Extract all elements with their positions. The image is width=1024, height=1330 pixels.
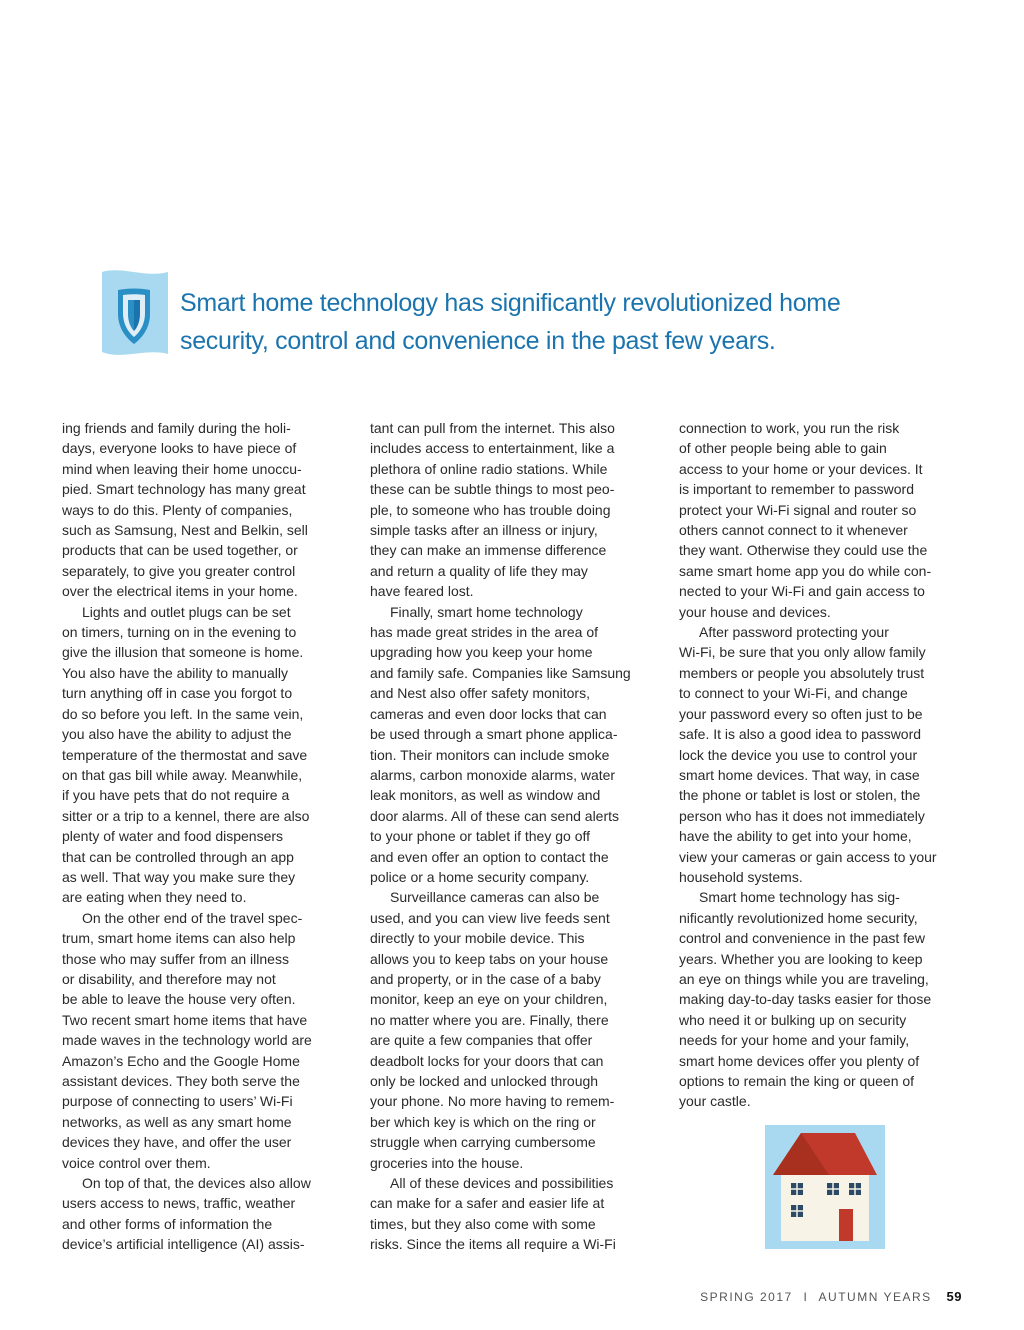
body-text-line: allows you to keep tabs on your house (370, 950, 609, 967)
body-text-line: Amazon’s Echo and the Google Home (62, 1052, 300, 1069)
body-text-line: and return a quality of life they may (370, 562, 588, 579)
house-icon (765, 1125, 885, 1249)
body-text-line: sitter or a trip to a kennel, there are also (62, 807, 310, 824)
pull-quote (180, 284, 960, 360)
body-text-line: device’s artificial intelligence (AI) assis- (62, 1236, 305, 1253)
body-text-line: directly to your mobile device. This (370, 930, 585, 947)
body-text-line: smart home devices. That way, in case (679, 766, 920, 783)
body-text-line: pied. Smart technology has many great (62, 481, 306, 498)
body-text-line: mind when leaving their home unoccu- (62, 460, 302, 477)
body-text-line: control and convenience in the past few (679, 930, 925, 947)
body-text-line: members or people you absolutely trust (679, 664, 925, 681)
body-text-line: your password every so often just to be (679, 705, 923, 722)
body-text-line: users access to news, traffic, weather (62, 1195, 296, 1212)
body-text-line: purpose of connecting to users’ Wi-Fi (62, 1093, 293, 1110)
body-text-line: making day-to-day tasks easier for those (679, 991, 932, 1008)
body-text-line: police or a home security company. (370, 868, 590, 885)
body-text-line: and Nest also offer safety monitors, (370, 685, 590, 702)
body-text-line: of other people being able to gain (679, 440, 887, 457)
body-text-line: deadbolt locks for your doors that can (370, 1052, 604, 1069)
body-text-line: made waves in the technology world are (62, 1032, 312, 1049)
shield-icon (98, 268, 170, 356)
body-text-line: are quite a few companies that offer (370, 1032, 593, 1049)
body-text-line: Two recent smart home items that have (62, 1011, 308, 1028)
body-text-line: person who has it does not immediately (679, 807, 925, 824)
article-column-2 (370, 418, 670, 1255)
body-text-line: if you have pets that do not require a (62, 787, 290, 804)
footer-separator: I (803, 1290, 809, 1304)
body-text-line: Wi-Fi, be sure that you only allow family (679, 644, 926, 661)
pull-quote-line: security, control and convenience in the past few years. (180, 327, 776, 355)
body-text-line: ing friends and family during the holi- (62, 420, 291, 436)
body-text-line: Smart home technology has sig- (699, 889, 900, 906)
body-text-line: leak monitors, as well as window and (370, 787, 601, 804)
body-text-line: struggle when carrying cumbersome (370, 1134, 596, 1151)
body-text-line: After password protecting your (699, 624, 889, 641)
article-column-3 (679, 418, 979, 1112)
body-text-line: your house and devices. (679, 603, 831, 620)
body-text-line: and property, or in the case of a baby (370, 970, 601, 987)
body-text-line: ple, to someone who has trouble doing (370, 501, 611, 518)
body-text-line: the phone or tablet is lost or stolen, the (679, 787, 921, 804)
body-text-line: be used through a smart phone applica- (370, 726, 618, 743)
body-text-line: Lights and outlet plugs can be set (82, 603, 291, 620)
body-text-line: needs for your home and your family, (679, 1032, 910, 1049)
body-text-line: devices they have, and offer the user (62, 1134, 292, 1151)
body-text-line: these can be subtle things to most peo- (370, 481, 615, 498)
body-text-line: Surveillance cameras can also be (390, 889, 600, 906)
body-text-line: tant can pull from the internet. This also (370, 420, 615, 436)
body-text-line: risks. Since the items all require a Wi-Fi (370, 1236, 616, 1253)
page-footer (700, 1289, 962, 1304)
page-number: 59 (946, 1289, 962, 1304)
body-text-line: trum, smart home items can also help (62, 930, 296, 947)
body-text-line: lock the device you use to control your (679, 746, 918, 763)
body-text-line: has made great strides in the area of (370, 624, 599, 641)
body-text-line: and even offer an option to contact the (370, 848, 609, 865)
body-text-line: do so before you left. In the same vein, (62, 705, 304, 722)
body-text-line: You also have the ability to manually (62, 664, 288, 681)
body-text-line: simple tasks after an illness or injury, (370, 522, 598, 539)
body-text-line: they can make an immense difference (370, 542, 607, 559)
body-text-line: options to remain the king or queen of (679, 1073, 915, 1089)
body-text-line: ber which key is which on the ring or (370, 1113, 596, 1130)
body-text-line: networks, as well as any smart home (62, 1113, 292, 1130)
body-text-line: have feared lost. (370, 583, 474, 600)
body-text-line: access to your home or your devices. It (679, 460, 923, 477)
body-text-line: no matter where you are. Finally, there (370, 1011, 609, 1028)
body-text-line: plethora of online radio stations. While (370, 460, 608, 477)
body-text-line: household systems. (679, 868, 803, 885)
body-text-line: can make for a safer and easier life at (370, 1195, 605, 1212)
body-text-line: smart home devices offer you plenty of (679, 1052, 920, 1069)
body-text-line: your castle. (679, 1093, 751, 1110)
body-text-line: as well. That way you make sure they (62, 868, 296, 885)
body-text-line: is important to remember to password (679, 481, 914, 498)
body-text-line: an eye on things while you are traveling, (679, 970, 929, 987)
body-text-line: On the other end of the travel spec- (82, 909, 303, 926)
body-text-line: who need it or bulking up on security (679, 1011, 907, 1028)
body-text-line: give the illusion that someone is home. (62, 644, 304, 661)
body-text-line: used, and you can view live feeds sent (370, 909, 610, 926)
body-text-line: years. Whether you are looking to keep (679, 950, 923, 967)
body-text-line: same smart home app you do while con- (679, 562, 932, 579)
body-text-line: upgrading how you keep your home (370, 644, 593, 661)
body-text-line: and other forms of information the (62, 1215, 273, 1232)
body-text-line: to connect to your Wi-Fi, and change (679, 685, 908, 702)
publication-name: AUTUMN YEARS (818, 1290, 932, 1304)
body-text-line: ways to do this. Plenty of companies, (62, 501, 293, 518)
body-text-line: door alarms. All of these can send alerts (370, 807, 620, 824)
body-text-line: cameras and even door locks that can (370, 705, 607, 722)
body-text-line: separately, to give you greater control (62, 562, 296, 579)
body-text-line: nected to your Wi-Fi and gain access to (679, 583, 925, 600)
body-text-line: nificantly revolutionized home security, (679, 909, 918, 926)
body-text-line: on timers, turning on in the evening to (62, 624, 297, 641)
body-text-line: over the electrical items in your home. (62, 583, 298, 600)
body-text-line: those who may suffer from an illness (62, 950, 289, 967)
body-text-line: times, but they also come with some (370, 1215, 596, 1232)
body-text-line: On top of that, the devices also allow (82, 1175, 311, 1192)
body-text-line: days, everyone looks to have piece of (62, 440, 297, 457)
issue-season: SPRING 2017 (700, 1290, 793, 1304)
body-text-line: on that gas bill while away. Meanwhile, (62, 766, 303, 783)
body-text-line: turn anything off in case you forgot to (62, 685, 293, 702)
body-text-line: and family safe. Companies like Samsung (370, 664, 631, 681)
body-text-line: that can be controlled through an app (62, 848, 294, 865)
body-text-line: you also have the ability to adjust the (62, 726, 292, 743)
body-text-line: voice control over them. (62, 1154, 211, 1171)
body-text-line: safe. It is also a good idea to password (679, 726, 922, 743)
body-text-line: others cannot connect to it whenever (679, 522, 908, 539)
body-text-line: are eating when they need to. (62, 889, 247, 906)
body-text-line: to your phone or tablet if they go off (370, 828, 591, 845)
pull-quote-line: Smart home technology has significantly revolutionized home (180, 289, 841, 317)
body-text-line: alarms, carbon monoxide alarms, water (370, 766, 616, 783)
body-text-line: or disability, and therefore may not (62, 970, 276, 987)
body-text-line: All of these devices and possibilities (390, 1175, 614, 1192)
body-text-line: Finally, smart home technology (390, 603, 583, 620)
body-text-line: includes access to entertainment, like a (370, 440, 615, 457)
body-text-line: tion. Their monitors can include smoke (370, 746, 610, 763)
body-text-line: your phone. No more having to remem- (370, 1093, 615, 1110)
body-text-line: products that can be used together, or (62, 542, 298, 559)
body-text-line: monitor, keep an eye on your children, (370, 991, 608, 1008)
body-text-line: only be locked and unlocked through (370, 1073, 599, 1089)
body-text-line: view your cameras or gain access to your (679, 848, 937, 865)
body-text-line: assistant devices. They both serve the (62, 1073, 300, 1089)
body-text-line: have the ability to get into your home, (679, 828, 912, 845)
article-column-1 (62, 418, 362, 1255)
body-text-line: temperature of the thermostat and save (62, 746, 308, 763)
body-text-line: plenty of water and food dispensers (62, 828, 284, 845)
body-text-line: such as Samsung, Nest and Belkin, sell (62, 522, 308, 539)
body-text-line: groceries into the house. (370, 1154, 524, 1171)
body-text-line: be able to leave the house very often. (62, 991, 296, 1008)
body-text-line: protect your Wi-Fi signal and router so (679, 501, 917, 518)
body-text-line: connection to work, you run the risk (679, 420, 900, 436)
body-text-line: they want. Otherwise they could use the (679, 542, 928, 559)
